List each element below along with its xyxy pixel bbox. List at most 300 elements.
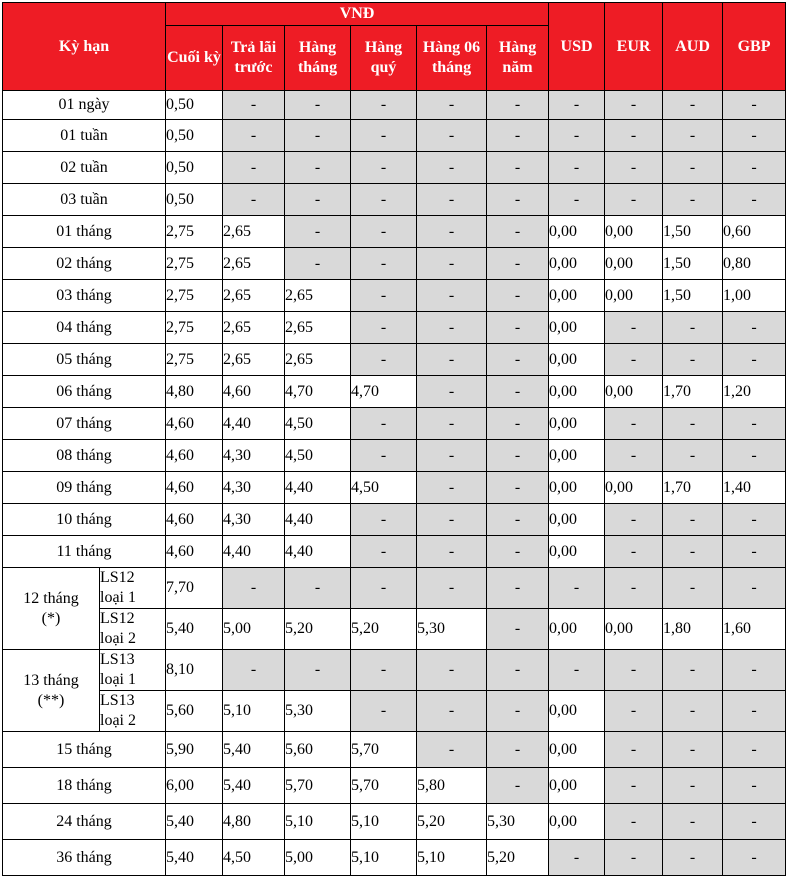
term-label: 36 tháng	[3, 840, 166, 876]
rate-cell: -	[663, 91, 723, 120]
rate-cell: 4,80	[166, 376, 223, 408]
rate-cell: 0,50	[166, 152, 223, 184]
rate-cell: -	[549, 840, 605, 876]
rate-cell: -	[605, 732, 663, 768]
rate-cell: -	[487, 650, 549, 691]
sub-term-type: loại 1	[100, 671, 136, 688]
table-row	[3, 312, 786, 344]
table-row	[3, 184, 786, 216]
rate-cell: -	[417, 184, 487, 216]
term-header: Kỳ hạn	[3, 3, 166, 91]
rate-cell: 5,20	[351, 609, 417, 650]
table-row	[3, 504, 786, 536]
rate-cell: -	[487, 152, 549, 184]
rate-cell: -	[605, 568, 663, 609]
rate-cell: 4,40	[223, 536, 285, 568]
table-row	[3, 216, 786, 248]
rate-cell: 0,00	[605, 472, 663, 504]
rate-cell: 0,00	[549, 376, 605, 408]
rate-cell: 0,60	[723, 216, 786, 248]
rate-cell: 1,70	[663, 472, 723, 504]
rate-cell: -	[487, 609, 549, 650]
rate-cell: 5,10	[417, 840, 487, 876]
rate-cell: 0,50	[166, 120, 223, 152]
rate-cell: -	[663, 840, 723, 876]
sub-term-code: LS13	[100, 651, 135, 668]
rate-cell: 8,10	[166, 650, 223, 691]
sub-term-code: LS12	[100, 569, 135, 586]
rate-cell: -	[663, 768, 723, 804]
rate-cell: -	[723, 312, 786, 344]
rate-cell: 4,30	[223, 504, 285, 536]
rate-cell: -	[663, 440, 723, 472]
rate-cell: 5,90	[166, 732, 223, 768]
rate-cell: -	[351, 91, 417, 120]
rate-cell: -	[417, 312, 487, 344]
rate-cell: 0,00	[549, 280, 605, 312]
rate-cell: -	[417, 732, 487, 768]
rate-cell: 5,60	[285, 732, 351, 768]
rate-cell: 5,10	[351, 840, 417, 876]
rate-cell: 2,75	[166, 280, 223, 312]
rate-cell: 0,00	[549, 472, 605, 504]
term-label: 03 tuần	[3, 184, 166, 216]
rate-cell: 0,00	[605, 376, 663, 408]
table-row	[3, 280, 786, 312]
rate-cell: 5,40	[166, 609, 223, 650]
interest-rate-table	[2, 2, 786, 876]
col-header-annual: Hàng năm	[487, 26, 549, 91]
rate-cell: -	[605, 440, 663, 472]
rate-cell: 0,00	[549, 691, 605, 732]
rate-cell: 4,70	[285, 376, 351, 408]
rate-cell: 0,00	[549, 768, 605, 804]
table-row	[3, 732, 786, 768]
rate-cell: -	[549, 120, 605, 152]
term-label: 10 tháng	[3, 504, 166, 536]
table-row	[3, 768, 786, 804]
term-label: 15 tháng	[3, 732, 166, 768]
rate-cell: -	[663, 120, 723, 152]
rate-cell: -	[723, 504, 786, 536]
rate-cell: 0,00	[605, 216, 663, 248]
rate-cell: -	[417, 504, 487, 536]
rate-cell: -	[663, 504, 723, 536]
rate-cell: 1,50	[663, 248, 723, 280]
rate-cell: -	[351, 280, 417, 312]
table-row	[3, 152, 786, 184]
rate-cell: -	[487, 536, 549, 568]
rate-cell: -	[417, 440, 487, 472]
rate-cell: 5,70	[351, 768, 417, 804]
rate-cell: -	[351, 408, 417, 440]
rate-cell: -	[417, 376, 487, 408]
rate-cell: -	[417, 248, 487, 280]
rate-cell: 2,65	[223, 248, 285, 280]
rate-cell: -	[663, 691, 723, 732]
rate-cell: -	[605, 768, 663, 804]
col-header-quarterly: Hàng quý	[351, 26, 417, 91]
rate-cell: 1,80	[663, 609, 723, 650]
rate-cell: 0,00	[549, 216, 605, 248]
rate-cell: 0,00	[549, 536, 605, 568]
table-row	[3, 804, 786, 840]
rate-cell: 4,50	[285, 440, 351, 472]
rate-cell: -	[285, 91, 351, 120]
rate-cell: -	[663, 804, 723, 840]
rate-cell: -	[417, 408, 487, 440]
rate-cell: 4,60	[166, 504, 223, 536]
rate-cell: 5,60	[166, 691, 223, 732]
rate-cell: -	[487, 691, 549, 732]
rate-cell: -	[417, 472, 487, 504]
term-label: 03 tháng	[3, 280, 166, 312]
rate-cell: 0,00	[549, 732, 605, 768]
rate-cell: 2,65	[285, 312, 351, 344]
rate-cell: -	[723, 568, 786, 609]
rate-cell: -	[223, 650, 285, 691]
rate-cell: -	[605, 536, 663, 568]
rate-cell: -	[351, 344, 417, 376]
table-row	[3, 91, 786, 120]
rate-cell: -	[417, 568, 487, 609]
rate-cell: -	[487, 91, 549, 120]
rate-cell: 5,30	[487, 804, 549, 840]
rate-cell: 1,50	[663, 216, 723, 248]
table-header	[3, 3, 786, 91]
rate-cell: -	[549, 184, 605, 216]
rate-cell: -	[605, 840, 663, 876]
table-row	[3, 120, 786, 152]
rate-cell: -	[605, 312, 663, 344]
rate-cell: -	[351, 568, 417, 609]
rate-cell: -	[351, 440, 417, 472]
rate-cell: -	[487, 504, 549, 536]
rate-cell: -	[549, 568, 605, 609]
rate-cell: 5,30	[285, 691, 351, 732]
term-label: 01 tháng	[3, 216, 166, 248]
rate-cell: -	[487, 408, 549, 440]
term-label: 02 tháng	[3, 248, 166, 280]
rate-cell: 2,65	[223, 216, 285, 248]
rate-cell: 5,40	[223, 732, 285, 768]
rate-cell: -	[723, 344, 786, 376]
table-row	[3, 440, 786, 472]
term-label: 18 tháng	[3, 768, 166, 804]
rate-cell: 1,00	[723, 280, 786, 312]
rate-cell: -	[663, 732, 723, 768]
sub-term-label	[100, 650, 166, 691]
rate-cell: 2,65	[285, 344, 351, 376]
term-label: 01 tuần	[3, 120, 166, 152]
rate-cell: 4,80	[223, 804, 285, 840]
rate-cell: -	[549, 650, 605, 691]
rate-cell: 1,40	[723, 472, 786, 504]
rate-cell: -	[417, 650, 487, 691]
term-group-name: 12 tháng	[23, 589, 79, 607]
table-row	[3, 536, 786, 568]
rate-cell: 0,00	[605, 280, 663, 312]
rate-cell: 2,65	[223, 312, 285, 344]
rate-cell: -	[487, 472, 549, 504]
rate-cell: 4,30	[223, 472, 285, 504]
rate-cell: -	[487, 768, 549, 804]
term-label: 11 tháng	[3, 536, 166, 568]
term-group-label	[3, 650, 100, 732]
rate-cell: -	[351, 536, 417, 568]
table-row	[3, 248, 786, 280]
rate-cell: 4,40	[285, 504, 351, 536]
rate-cell: -	[605, 91, 663, 120]
col-header-end-of-term: Cuối kỳ	[166, 26, 223, 91]
rate-cell: 5,30	[417, 609, 487, 650]
rate-cell: -	[487, 376, 549, 408]
table-row	[3, 376, 786, 408]
rate-cell: -	[417, 91, 487, 120]
rate-cell: -	[285, 120, 351, 152]
rate-cell: 5,40	[223, 768, 285, 804]
rate-cell: 5,00	[285, 840, 351, 876]
rate-cell: -	[417, 280, 487, 312]
rate-cell: -	[723, 650, 786, 691]
rate-cell: 0,50	[166, 184, 223, 216]
aud-header: AUD	[663, 3, 723, 91]
rate-cell: 2,65	[223, 280, 285, 312]
rate-cell: -	[723, 768, 786, 804]
rate-cell: -	[487, 440, 549, 472]
rate-cell: -	[663, 312, 723, 344]
rate-cell: -	[723, 91, 786, 120]
rate-cell: 4,60	[166, 536, 223, 568]
term-group-label	[3, 568, 100, 650]
rate-cell: 0,00	[549, 248, 605, 280]
rate-cell: 4,40	[285, 472, 351, 504]
rate-cell: 4,50	[351, 472, 417, 504]
sub-term-code: LS12	[100, 610, 135, 627]
rate-cell: -	[605, 691, 663, 732]
rate-cell: 2,75	[166, 344, 223, 376]
rate-cell: -	[223, 152, 285, 184]
rate-cell: 1,70	[663, 376, 723, 408]
rate-cell: 5,40	[166, 840, 223, 876]
rate-cell: -	[663, 408, 723, 440]
rate-cell: -	[417, 344, 487, 376]
rate-cell: 2,75	[166, 248, 223, 280]
col-header-prepaid: Trả lãi trước	[223, 26, 285, 91]
rate-cell: -	[223, 184, 285, 216]
rate-cell: -	[487, 248, 549, 280]
rate-cell: 2,65	[285, 280, 351, 312]
rate-cell: -	[723, 804, 786, 840]
rate-cell: -	[605, 650, 663, 691]
rate-cell: -	[723, 120, 786, 152]
term-label: 09 tháng	[3, 472, 166, 504]
rate-cell: 1,60	[723, 609, 786, 650]
rate-cell: 4,60	[166, 440, 223, 472]
rate-cell: -	[285, 184, 351, 216]
term-group-name: 13 tháng	[23, 671, 79, 689]
rate-cell: -	[223, 91, 285, 120]
term-label: 04 tháng	[3, 312, 166, 344]
rate-cell: -	[723, 184, 786, 216]
rate-cell: -	[417, 691, 487, 732]
rate-cell: 5,40	[166, 804, 223, 840]
sub-term-code: LS13	[100, 692, 135, 709]
rate-cell: -	[605, 184, 663, 216]
table-row	[3, 472, 786, 504]
rate-cell: -	[723, 536, 786, 568]
rate-cell: 5,20	[285, 609, 351, 650]
col-header-monthly: Hàng tháng	[285, 26, 351, 91]
table-row	[3, 650, 786, 691]
term-label: 08 tháng	[3, 440, 166, 472]
rate-cell: 0,00	[549, 440, 605, 472]
table-row	[3, 408, 786, 440]
rate-cell: 0,50	[166, 91, 223, 120]
table-row	[3, 691, 786, 732]
sub-term-type: loại 1	[100, 589, 136, 606]
rate-cell: -	[723, 840, 786, 876]
rate-cell: 4,30	[223, 440, 285, 472]
table-row	[3, 609, 786, 650]
rate-cell: -	[605, 504, 663, 536]
rate-cell: -	[605, 408, 663, 440]
rate-cell: 0,00	[549, 804, 605, 840]
rate-cell: 2,65	[223, 344, 285, 376]
rate-cell: -	[487, 732, 549, 768]
table-row	[3, 840, 786, 876]
rate-cell: -	[605, 152, 663, 184]
rate-cell: -	[605, 804, 663, 840]
rate-cell: 4,50	[285, 408, 351, 440]
sub-term-label	[100, 609, 166, 650]
sub-term-type: loại 2	[100, 630, 136, 647]
rate-cell: -	[723, 732, 786, 768]
rate-cell: 4,40	[285, 536, 351, 568]
rate-cell: -	[487, 344, 549, 376]
rate-cell: -	[285, 216, 351, 248]
rate-cell: -	[285, 152, 351, 184]
rate-cell: 5,70	[351, 732, 417, 768]
rate-cell: -	[417, 216, 487, 248]
rate-cell: -	[223, 568, 285, 609]
rate-cell: 0,80	[723, 248, 786, 280]
rate-cell: 0,00	[549, 504, 605, 536]
rate-cell: 5,10	[223, 691, 285, 732]
rate-cell: -	[285, 568, 351, 609]
rate-cell: -	[487, 216, 549, 248]
rate-cell: -	[351, 152, 417, 184]
term-label: 06 tháng	[3, 376, 166, 408]
rate-cell: 4,60	[223, 376, 285, 408]
rate-cell: -	[663, 344, 723, 376]
rate-cell: -	[723, 440, 786, 472]
rate-cell: -	[663, 568, 723, 609]
rate-cell: -	[487, 184, 549, 216]
sub-term-type: loại 2	[100, 712, 136, 729]
col-header-semiannual: Hàng 06 tháng	[417, 26, 487, 91]
table-body	[3, 91, 786, 876]
table-row	[3, 568, 786, 609]
rate-cell: -	[351, 120, 417, 152]
term-label: 01 ngày	[3, 91, 166, 120]
rate-cell: -	[417, 536, 487, 568]
term-label: 05 tháng	[3, 344, 166, 376]
rate-cell: 0,00	[549, 609, 605, 650]
rate-cell: 7,70	[166, 568, 223, 609]
rate-cell: -	[285, 248, 351, 280]
rate-cell: -	[549, 152, 605, 184]
rate-cell: -	[351, 184, 417, 216]
rate-cell: -	[285, 650, 351, 691]
rate-cell: -	[487, 568, 549, 609]
rate-cell: 4,60	[166, 408, 223, 440]
rate-cell: 0,00	[549, 408, 605, 440]
rate-cell: -	[351, 312, 417, 344]
rate-cell: -	[663, 184, 723, 216]
term-label: 02 tuần	[3, 152, 166, 184]
rate-cell: 5,10	[351, 804, 417, 840]
rate-cell: -	[663, 536, 723, 568]
rate-cell: -	[723, 152, 786, 184]
eur-header: EUR	[605, 3, 663, 91]
rate-cell: -	[417, 152, 487, 184]
rate-cell: 0,00	[605, 248, 663, 280]
rate-cell: -	[351, 650, 417, 691]
rate-cell: 0,00	[605, 609, 663, 650]
rate-cell: 5,00	[223, 609, 285, 650]
term-group-note: (*)	[41, 609, 61, 627]
rate-cell: -	[351, 504, 417, 536]
rate-cell: -	[351, 216, 417, 248]
rate-cell: -	[351, 691, 417, 732]
rate-cell: -	[487, 312, 549, 344]
rate-cell: 5,10	[285, 804, 351, 840]
rate-cell: 5,20	[417, 804, 487, 840]
sub-term-label	[100, 568, 166, 609]
gbp-header: GBP	[723, 3, 786, 91]
rate-cell: 1,50	[663, 280, 723, 312]
rate-cell: -	[663, 152, 723, 184]
rate-cell: 5,20	[487, 840, 549, 876]
rate-cell: 6,00	[166, 768, 223, 804]
rate-cell: -	[487, 280, 549, 312]
rate-cell: -	[487, 120, 549, 152]
term-label: 07 tháng	[3, 408, 166, 440]
rate-cell: -	[223, 120, 285, 152]
rate-cell: 4,40	[223, 408, 285, 440]
rate-cell: 1,20	[723, 376, 786, 408]
rate-cell: -	[605, 344, 663, 376]
rate-cell: 5,80	[417, 768, 487, 804]
sub-term-label	[100, 691, 166, 732]
rate-cell: 4,50	[223, 840, 285, 876]
rate-cell: 4,60	[166, 472, 223, 504]
usd-header: USD	[549, 3, 605, 91]
rate-cell: -	[663, 650, 723, 691]
rate-cell: -	[723, 408, 786, 440]
term-group-note: (**)	[37, 691, 65, 709]
rate-cell: 2,75	[166, 216, 223, 248]
term-label: 24 tháng	[3, 804, 166, 840]
rate-cell: -	[351, 248, 417, 280]
table-row	[3, 344, 786, 376]
rate-cell: 2,75	[166, 312, 223, 344]
vnd-header: VNĐ	[166, 3, 549, 26]
rate-cell: -	[549, 91, 605, 120]
rate-cell: 0,00	[549, 344, 605, 376]
rate-cell: 4,70	[351, 376, 417, 408]
